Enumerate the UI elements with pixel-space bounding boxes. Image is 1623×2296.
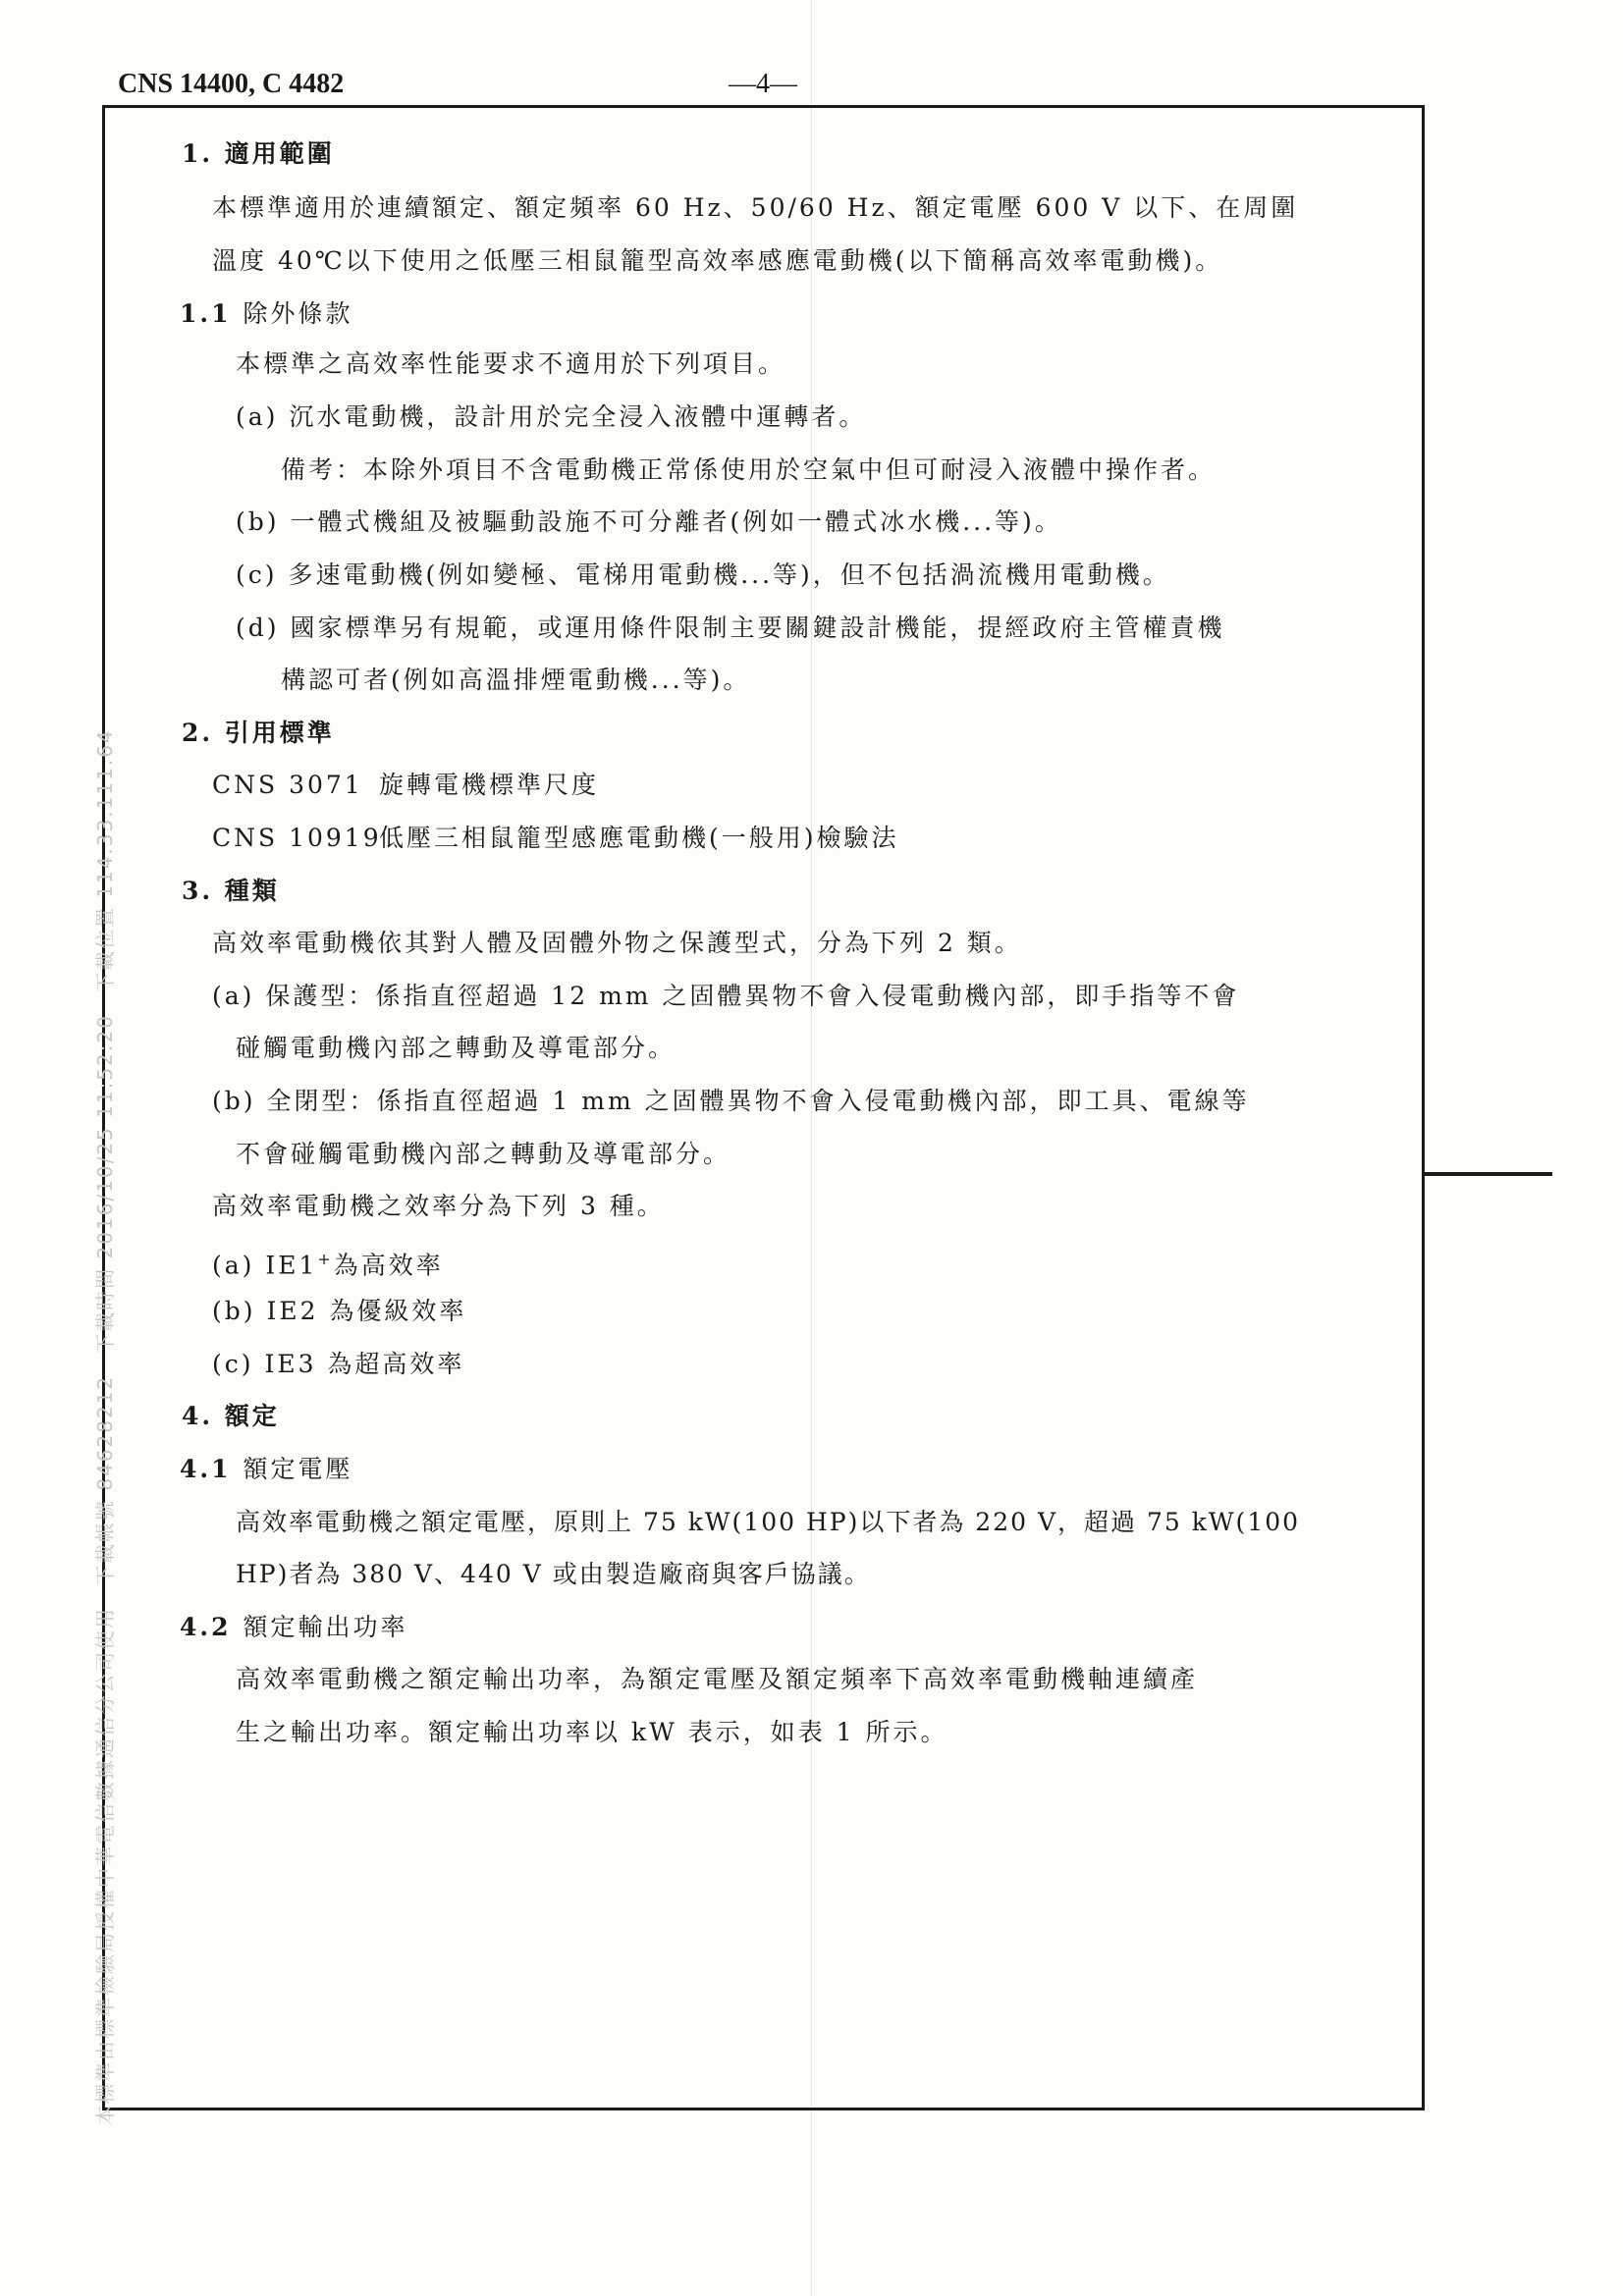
exclusion-item-a: (a) 沉水電動機，設計用於完全浸入液體中運轉者。 [236, 402, 867, 431]
section-4-2-heading [180, 1612, 408, 1643]
efficiency-ie1-label: (a) IE1 [212, 1251, 318, 1280]
section-4-1-title: 額定電壓 [243, 1455, 353, 1483]
reference-row [212, 770, 363, 801]
section-3-heading: 3. 種類 [182, 877, 280, 905]
section-4-2-body-line-2: 生之輸出功率。額定輸出功率以 kW 表示，如表 1 所示。 [236, 1718, 948, 1746]
efficiency-ie1-sup: + [317, 1250, 334, 1268]
section-4-1-number: 4.1 [180, 1455, 232, 1483]
page-number: —4— [729, 69, 797, 99]
reference-title: 旋轉電機標準尺度 [379, 771, 600, 799]
section-4-1-body-line-1: 高效率電動機之額定電壓，原則上 75 kW(100 HP)以下者為 220 V，超過 75 kW(100 [236, 1508, 1301, 1536]
section-1-body-line-2: 溫度 40℃以下使用之低壓三相鼠籠型高效率感應電動機(以下簡稱高效率電動機)。 [212, 246, 1223, 275]
section-4-heading: 4. 額定 [182, 1402, 280, 1430]
section-1-1-intro: 本標準之高效率性能要求不適用於下列項目。 [236, 349, 786, 378]
exclusion-note: 備考：本除外項目不含電動機正常係使用於空氣中但可耐浸入液體中操作者。 [281, 455, 1217, 484]
type-enclosed-line-1: (b) 全閉型：係指直徑超過 1 mm 之固體異物不會入侵電動機內部，即工具、電線等 [212, 1087, 1250, 1115]
standard-number: CNS 14400, C 4482 [118, 69, 345, 99]
section-4-1-heading [180, 1454, 353, 1485]
exclusion-item-d-line-1: (d) 國家標準另有規範，或運用條件限制主要關鍵設計機能，提經政府主管權責機 [236, 614, 1225, 642]
reference-row [212, 823, 382, 854]
section-1-body-line-1: 本標準適用於連續額定、額定頻率 60 Hz、50/60 Hz、額定電壓 600 V 以下、在周圍 [212, 193, 1299, 222]
reference-code: CNS 10919 [212, 824, 382, 852]
section-4-2-number: 4.2 [180, 1613, 232, 1641]
efficiency-ie3: (c) IE3 為超高效率 [212, 1350, 465, 1378]
download-watermark: 本標準由標準檢驗局授權中華電信數據通信分公司使用 下載帳號 84628212 下載時間 2016/10/25 11:52:20 下載位置 114.33.111.64 [93, 728, 117, 2125]
exclusion-item-b: (b) 一體式機組及被驅動設施不可分離者(例如一體式冰水機...等)。 [236, 507, 1062, 536]
section-4-2-title: 額定輸出功率 [243, 1613, 408, 1641]
section-2-heading: 2. 引用標準 [182, 719, 335, 747]
type-protected-line-2: 碰觸電動機內部之轉動及導電部分。 [236, 1034, 676, 1062]
efficiency-intro: 高效率電動機之效率分為下列 3 種。 [212, 1192, 665, 1220]
efficiency-ie2: (b) IE2 為優級效率 [212, 1297, 467, 1325]
section-4-1-body-line-2: HP)者為 380 V、440 V 或由製造廠商與客戶協議。 [236, 1560, 871, 1588]
efficiency-ie1-text: 為高效率 [333, 1251, 444, 1280]
reference-code: CNS 3071 [212, 771, 363, 799]
margin-rule [1425, 1172, 1552, 1176]
type-protected-line-1: (a) 保護型：係指直徑超過 12 mm 之固體異物不會入侵電動機內部，即手指等不會 [212, 982, 1240, 1010]
type-enclosed-line-2: 不會碰觸電動機內部之轉動及導電部分。 [236, 1140, 731, 1168]
section-1-1-heading [180, 298, 353, 330]
exclusion-item-c: (c) 多速電動機(例如變極、電梯用電動機...等)，但不包括渦流機用電動機。 [236, 561, 1170, 589]
reference-title: 低壓三相鼠籠型感應電動機(一般用)檢驗法 [379, 824, 899, 852]
section-3-intro: 高效率電動機依其對人體及固體外物之保護型式，分為下列 2 類。 [212, 929, 1022, 957]
section-4-2-body-line-1: 高效率電動機之額定輸出功率，為額定電壓及額定頻率下高效率電動機軸連續產 [236, 1665, 1199, 1693]
exclusion-item-d-line-2: 構認可者(例如高溫排煙電動機...等)。 [281, 666, 751, 694]
section-1-1-number: 1.1 [180, 299, 232, 328]
section-1-1-title: 除外條款 [243, 299, 353, 328]
efficiency-ie1 [212, 1244, 444, 1281]
section-1-heading: 1. 適用範圍 [182, 139, 335, 168]
